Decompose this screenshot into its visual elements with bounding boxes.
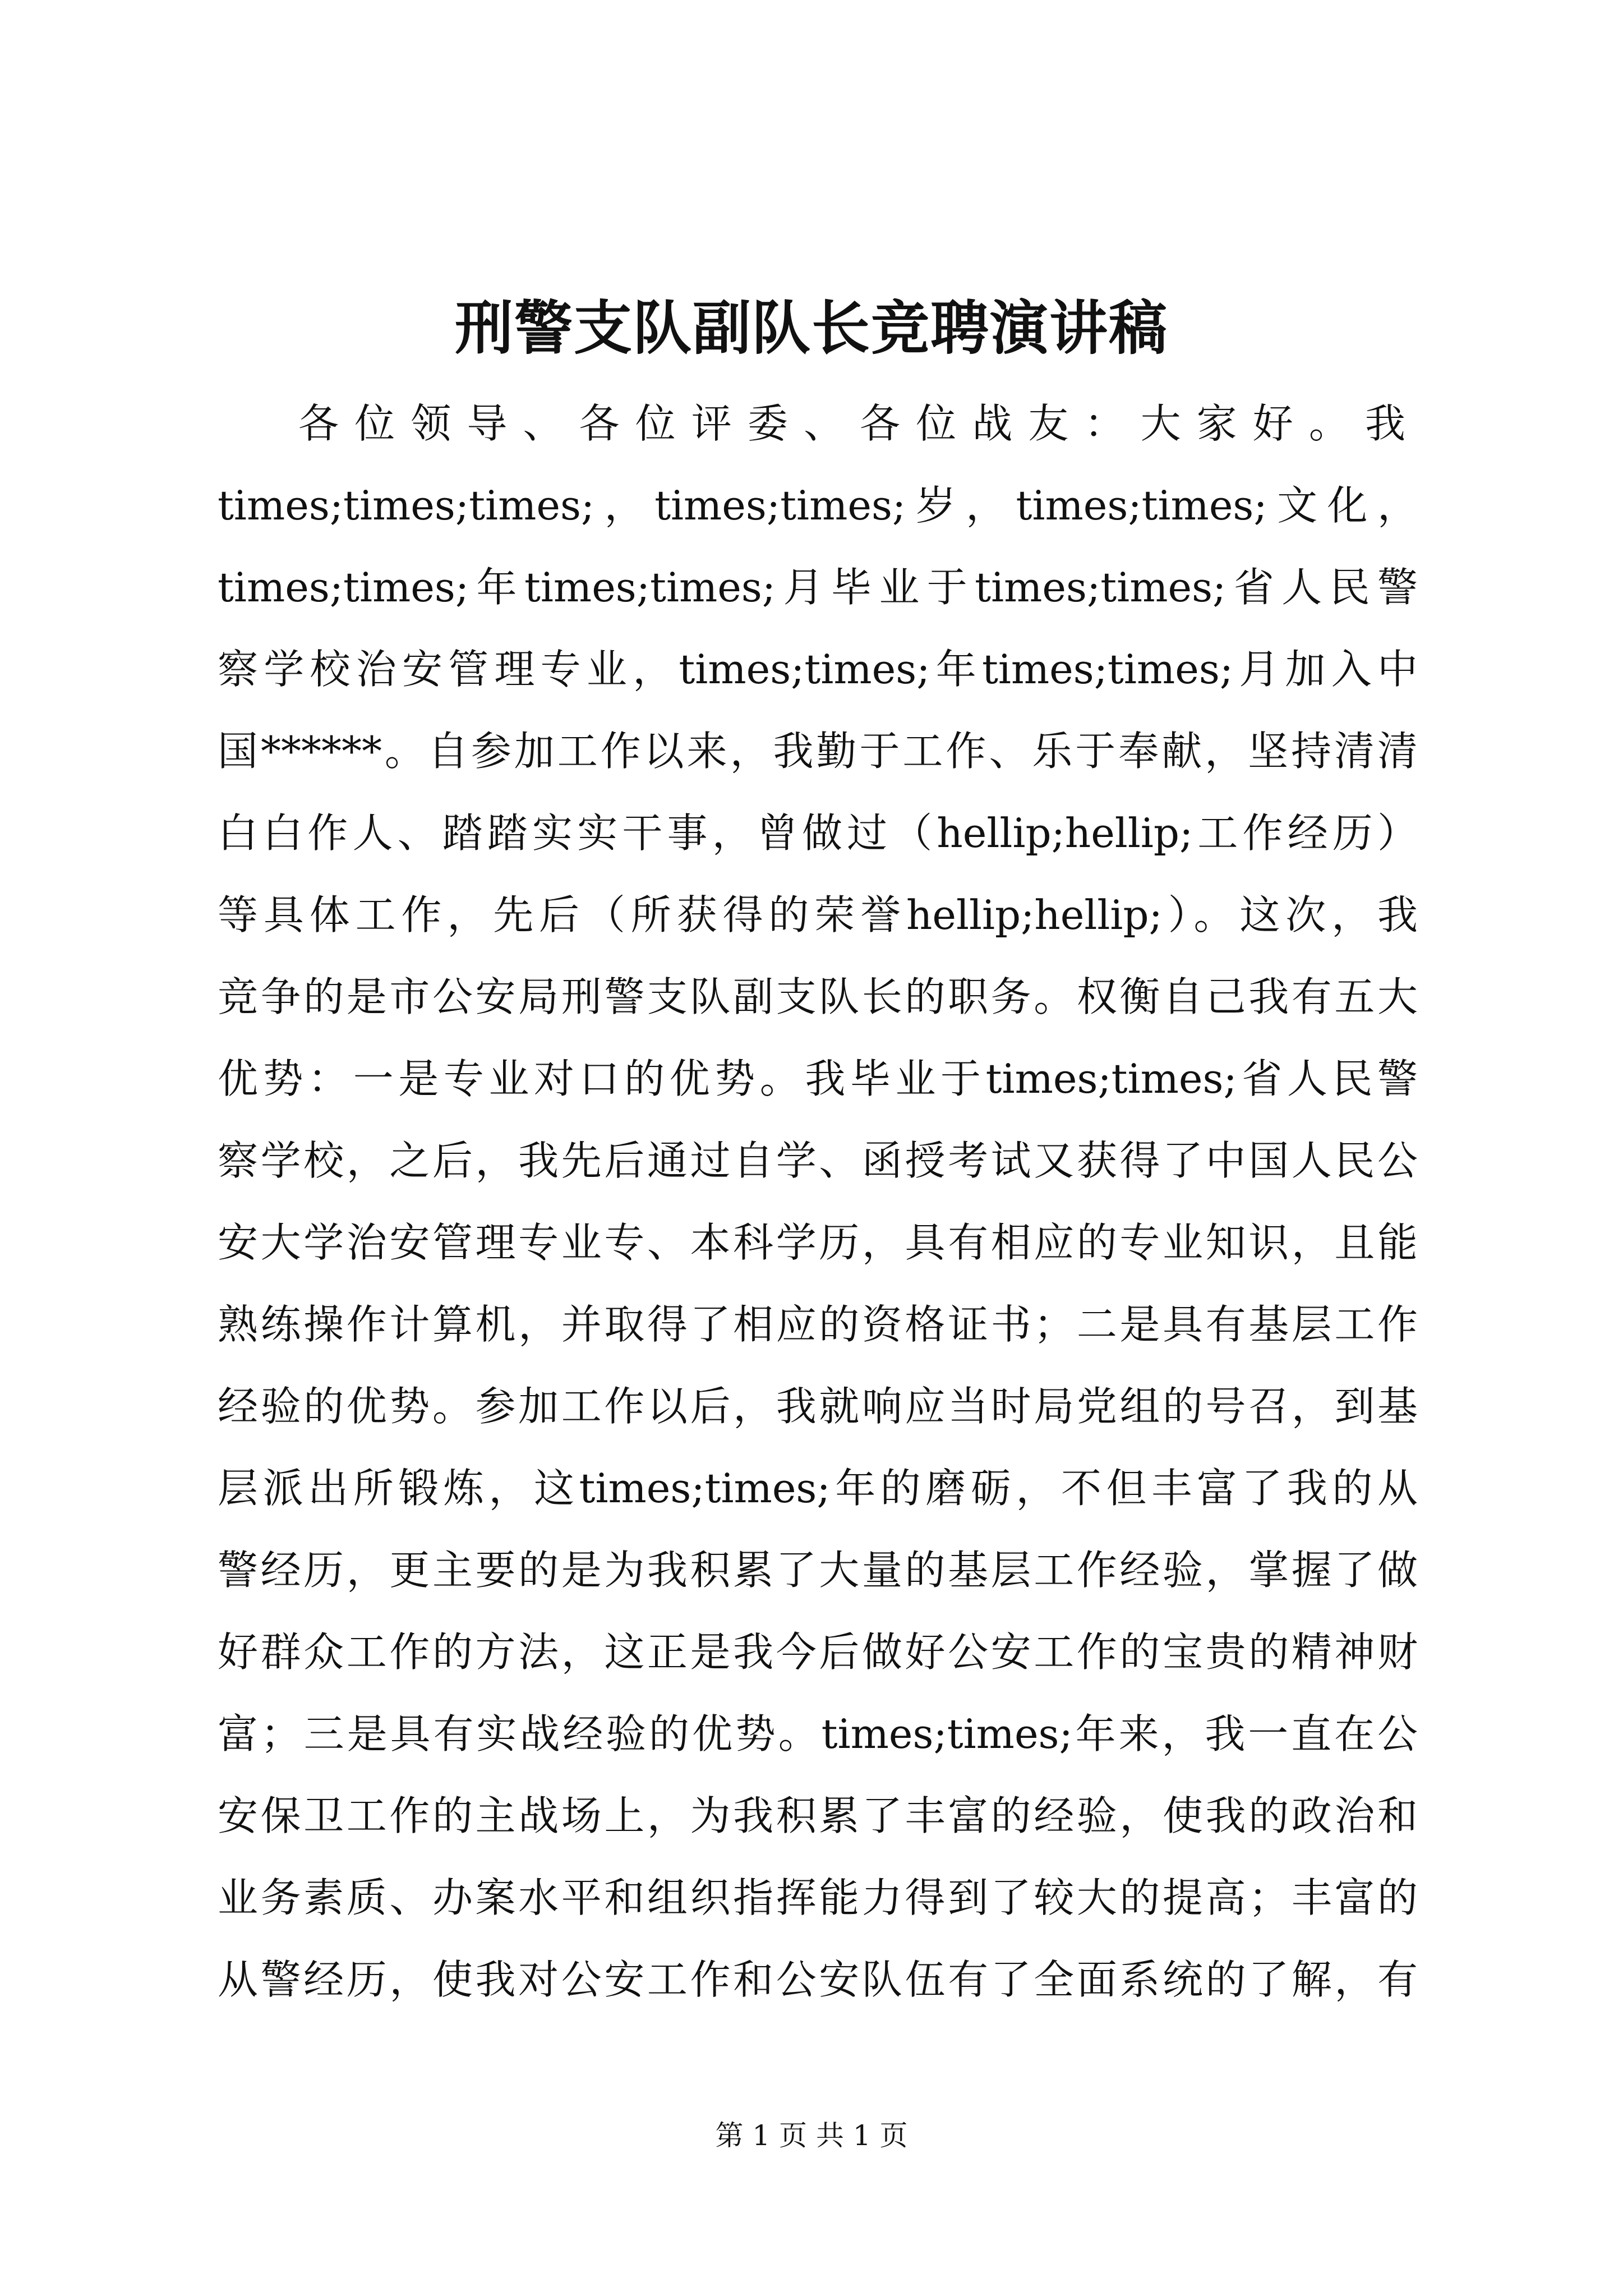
body-line: 国******。自参加工作以来，我勤于工作、乐于奉献，坚持清清 <box>218 728 1418 775</box>
body-line: 各位领导、各位评委、各位战友：大家好。我 <box>298 400 1418 447</box>
body-line: times;times;times;，times;times;岁，times;times;文化， <box>218 482 1418 529</box>
body-line: times;times;年times;times;月毕业于times;times;省人民警 <box>218 564 1418 611</box>
body-line: 安大学治安管理专业专、本科学历，具有相应的专业知识，且能 <box>218 1219 1418 1266</box>
document-body <box>218 383 1418 2021</box>
body-line: 从警经历，使我对公安工作和公安队伍有了全面系统的了解，有 <box>218 1956 1418 2003</box>
body-line: 经验的优势。参加工作以后，我就响应当时局党组的号召，到基 <box>218 1383 1418 1430</box>
body-line: 等具体工作，先后（所获得的荣誉hellip;hellip;）。这次，我 <box>218 891 1418 938</box>
body-line: 熟练操作计算机，并取得了相应的资格证书；二是具有基层工作 <box>218 1301 1418 1348</box>
body-line: 察学校，之后，我先后通过自学、函授考试又获得了中国人民公 <box>218 1137 1418 1184</box>
body-line: 安保卫工作的主战场上，为我积累了丰富的经验，使我的政治和 <box>218 1792 1418 1839</box>
body-line: 察学校治安管理专业，times;times;年times;times;月加入中 <box>218 646 1418 693</box>
body-line: 优势：一是专业对口的优势。我毕业于times;times;省人民警 <box>218 1055 1418 1102</box>
body-line: 白白作人、踏踏实实干事，曾做过（hellip;hellip;工作经历） <box>218 809 1418 857</box>
body-line: 富；三是具有实战经验的优势。times;times;年来，我一直在公 <box>218 1710 1418 1757</box>
document-title: 刑警支队副队长竞聘演讲稿 <box>454 293 1168 362</box>
body-line: 竞争的是市公安局刑警支队副支队长的职务。权衡自己我有五大 <box>218 973 1418 1020</box>
page-footer: 第 1 页 共 1 页 <box>715 2119 908 2152</box>
body-line: 业务素质、办案水平和组织指挥能力得到了较大的提高；丰富的 <box>218 1874 1418 1921</box>
body-line: 警经历，更主要的是为我积累了大量的基层工作经验，掌握了做 <box>218 1547 1418 1594</box>
body-line: 层派出所锻炼，这times;times;年的磨砺，不但丰富了我的从 <box>218 1465 1418 1512</box>
body-line: 好群众工作的方法，这正是我今后做好公安工作的宝贵的精神财 <box>218 1628 1418 1676</box>
